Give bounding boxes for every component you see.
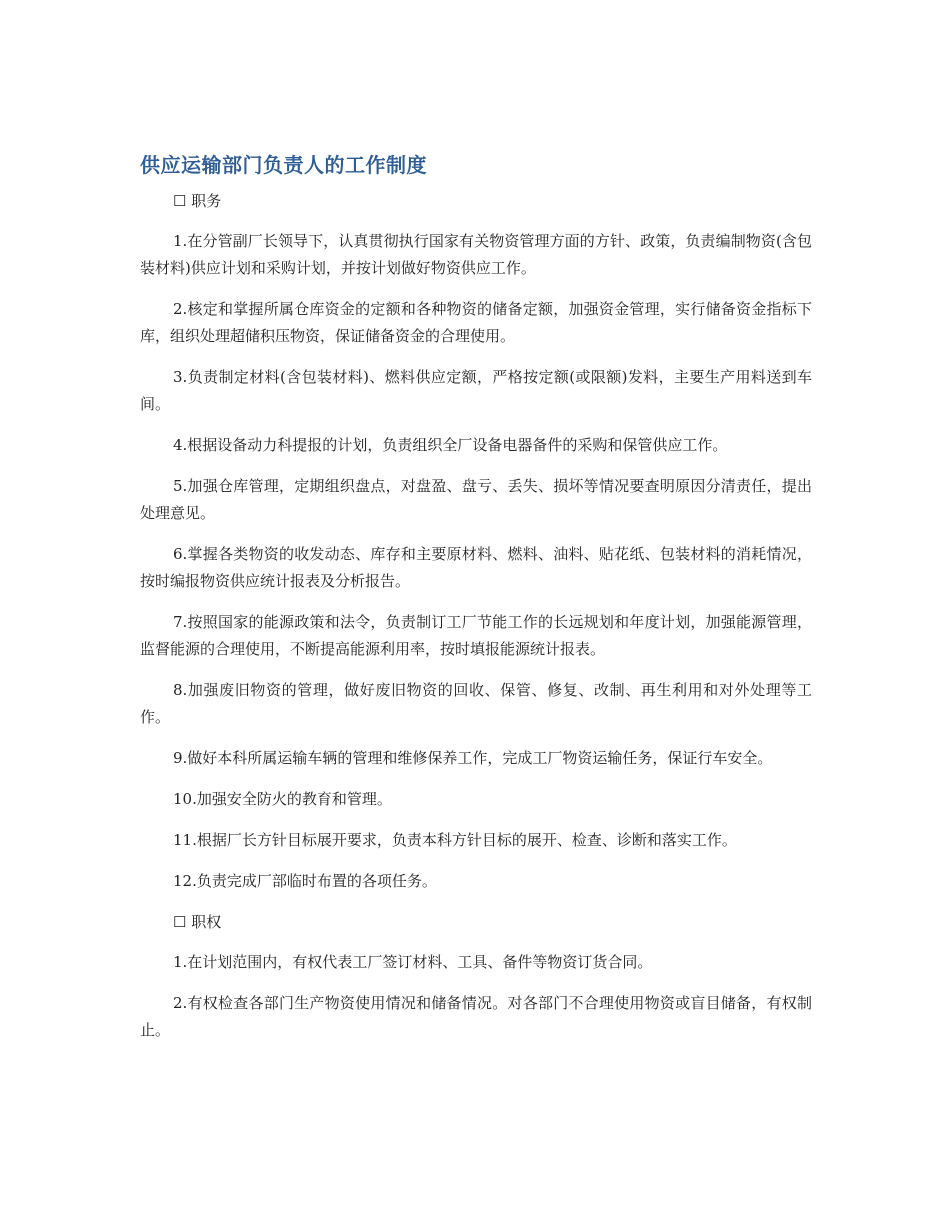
- duty-item: 10.加强安全防火的教育和管理。: [173, 790, 392, 808]
- duty-item: 8.加强废旧物资的管理，做好废旧物资的回收、保管、修复、改制、再生利用和对外处理等工作。: [140, 681, 812, 726]
- duty-item: 2.核定和掌握所属仓库资金的定额和各种物资的储备定额，加强资金管理，实行储备资金指标下库，组织处理超储积压物资，保证储备资金的合理使用。: [140, 300, 812, 345]
- duty-item: 4.根据设备动力科提报的计划，负责组织全厂设备电器备件的采购和保管供应工作。: [173, 436, 728, 454]
- document-page: [140, 150, 812, 1058]
- section-heading-authority: ☐ 职权: [173, 913, 222, 931]
- authority-item: 1.在计划范围内，有权代表工厂签订材料、工具、备件等物资订货合同。: [173, 953, 653, 971]
- duty-item: 5.加强仓库管理，定期组织盘点，对盘盈、盘亏、丢失、损坏等情况要查明原因分清责任，提出处理意见。: [140, 477, 812, 522]
- duty-item: 7.按照国家的能源政策和法令，负责制订工厂节能工作的长远规划和年度计划，加强能源管理，监督能源的合理使用，不断提高能源利用率，按时填报能源统计报表。: [140, 613, 812, 658]
- document-title: 供应运输部门负责人的工作制度: [140, 153, 427, 177]
- duty-item: 9.做好本科所属运输车辆的管理和维修保养工作，完成工厂物资运输任务，保证行车安全。: [173, 749, 773, 767]
- duty-item: 3.负责制定材料(含包装材料)、燃料供应定额，严格按定额(或限额)发料，主要生产用料送到车间。: [140, 368, 812, 413]
- authority-item: 2.有权检查各部门生产物资使用情况和储备情况。对各部门不合理使用物资或盲目储备，有权制止。: [140, 994, 812, 1039]
- duty-item: 11.根据厂长方针目标展开要求，负责本科方针目标的展开、检查、诊断和落实工作。: [173, 831, 737, 849]
- section-heading-duties: ☐ 职务: [173, 192, 222, 210]
- duty-item: 12.负责完成厂部临时布置的各项任务。: [173, 872, 437, 890]
- duty-item: 6.掌握各类物资的收发动态、库存和主要原材料、燃料、油料、贴花纸、包装材料的消耗情况，按时编报物资供应统计报表及分析报告。: [140, 545, 812, 590]
- duty-item: 1.在分管副厂长领导下，认真贯彻执行国家有关物资管理方面的方针、政策，负责编制物资(含包装材料)供应计划和采购计划，并按计划做好物资供应工作。: [140, 232, 812, 277]
